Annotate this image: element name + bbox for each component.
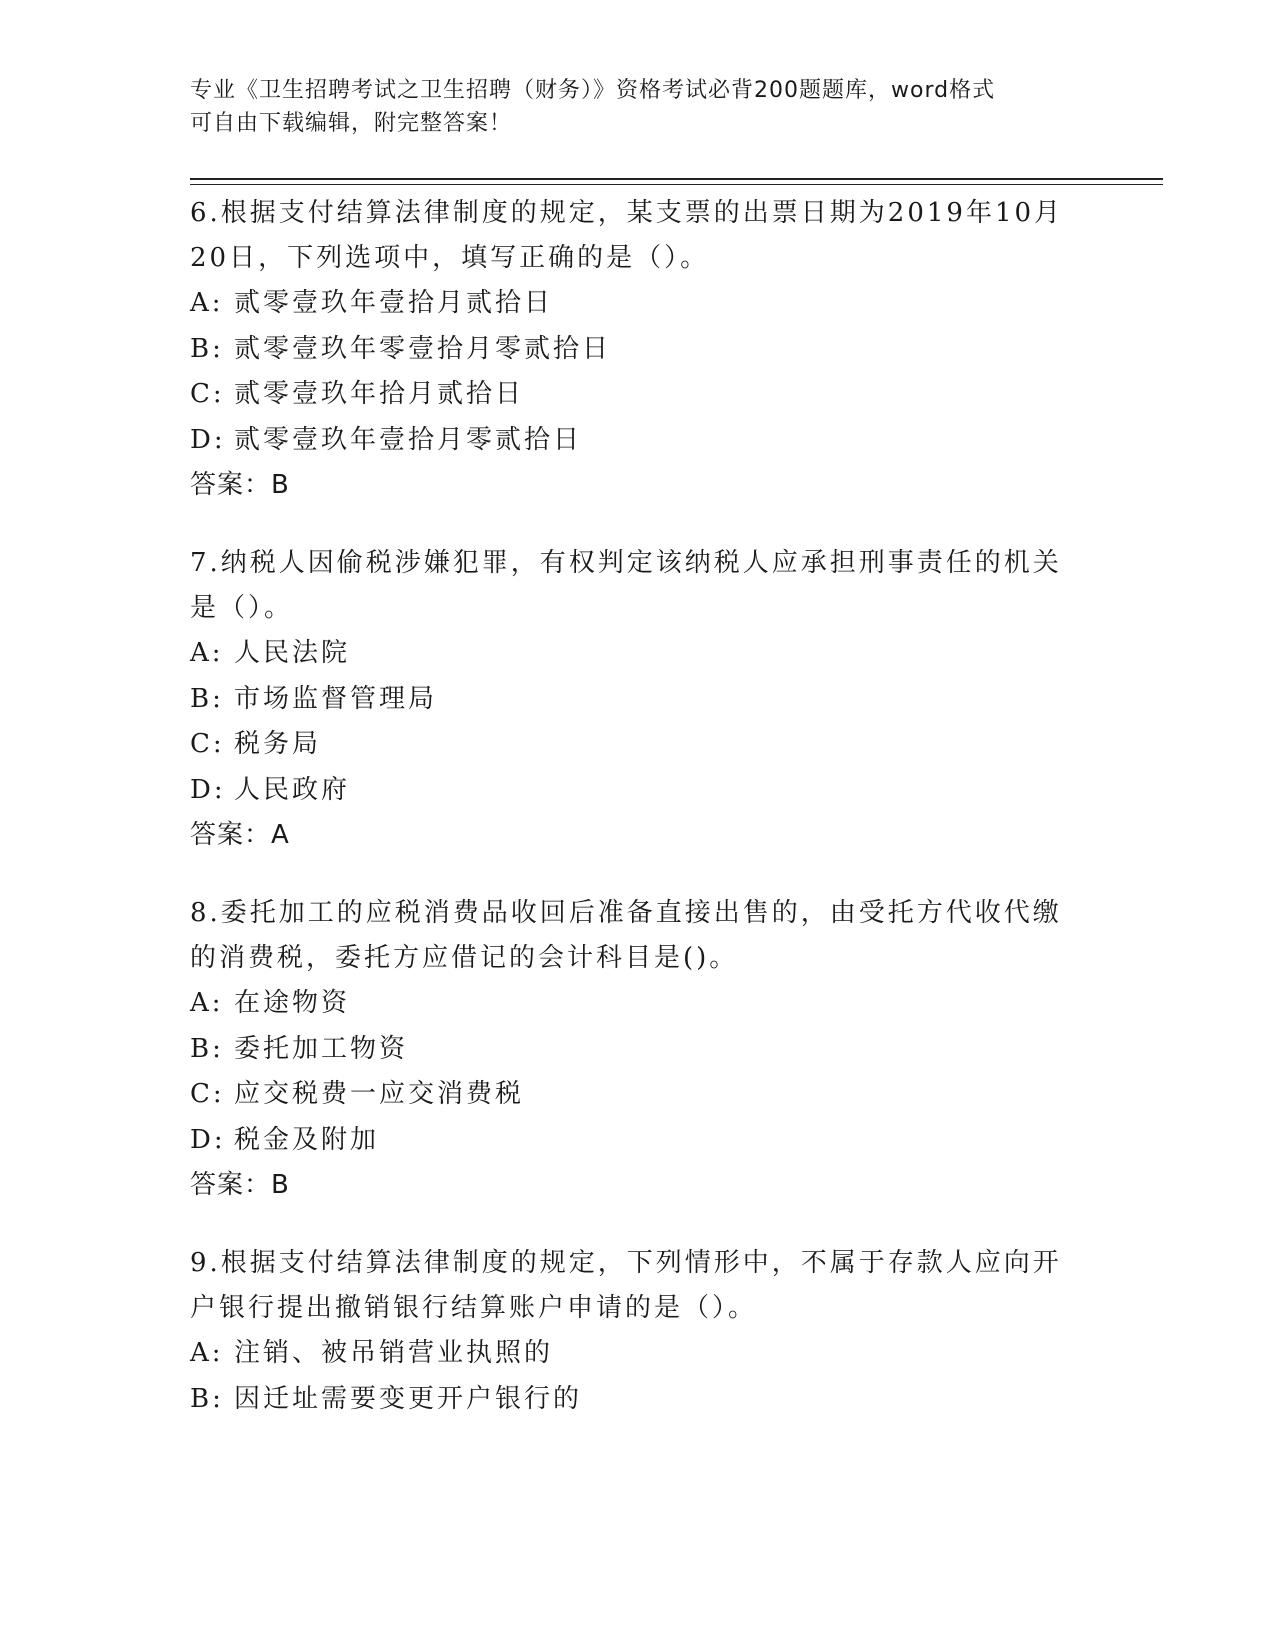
option-letter: D: (190, 424, 226, 455)
option-letter: D: (190, 1124, 226, 1155)
header-divider-thick (190, 178, 1163, 180)
answer-line: 答案：A (190, 820, 290, 851)
option-text: 贰零壹玖年零壹拾月零贰拾日 (234, 333, 612, 364)
option-c (190, 722, 1090, 768)
option-b (190, 1377, 1090, 1423)
option-c (190, 1072, 1090, 1118)
option-text: 税务局 (234, 729, 322, 760)
option-letter: C: (190, 1079, 225, 1110)
option-letter: B: (190, 1033, 224, 1064)
option-a (190, 281, 1090, 327)
question-text: 9.根据支付结算法律制度的规定，下列情形中，不属于存款人应向开户银行提出撤销银行结算账户申请的是（）。 (190, 1247, 1062, 1323)
question-text: 6.根据支付结算法律制度的规定，某支票的出票日期为2019年10月20日，下列选项中，填写正确的是（）。 (190, 198, 1064, 273)
option-text: 注销、被吊销营业执照的 (234, 1337, 554, 1368)
option-letter: A: (190, 637, 224, 668)
option-text: 市场监督管理局 (234, 683, 438, 714)
option-b (190, 1027, 1090, 1073)
option-text: 委托加工物资 (234, 1033, 409, 1064)
option-letter: C: (190, 379, 225, 410)
header-line-1: 专业《卫生招聘考试之卫生招聘（财务）》资格考试必背200题题库，word格式 (190, 78, 996, 103)
option-text: 贰零壹玖年壹拾月零贰拾日 (234, 424, 583, 455)
option-letter: D: (190, 774, 226, 805)
document-header (190, 74, 1090, 140)
answer-line: 答案：B (190, 470, 290, 501)
option-text: 人民政府 (234, 774, 351, 805)
option-text: 应交税费一应交消费税 (234, 1079, 525, 1110)
option-c (190, 372, 1090, 418)
option-a (190, 1331, 1090, 1377)
option-letter: A: (190, 987, 224, 1018)
option-letter: B: (190, 333, 224, 364)
option-text: 贰零壹玖年壹拾月贰拾日 (234, 288, 554, 318)
question-8 (190, 891, 1090, 1209)
question-6 (190, 191, 1090, 509)
question-7 (190, 541, 1090, 859)
option-letter: A: (190, 1337, 224, 1368)
question-text: 8.委托加工的应税消费品收回后准备直接出售的，由受托方代收代缴的消费税，委托方应借记的会计科目是()。 (190, 897, 1062, 973)
option-letter: C: (190, 729, 225, 760)
option-a (190, 981, 1090, 1027)
answer-line: 答案：B (190, 1170, 290, 1201)
option-d (190, 1118, 1090, 1164)
question-text: 7.纳税人因偷税涉嫌犯罪，有权判定该纳税人应承担刑事责任的机关是（）。 (190, 547, 1062, 623)
option-letter: B: (190, 1383, 224, 1414)
option-text: 人民法院 (234, 637, 351, 668)
header-line-2: 可自由下载编辑，附完整答案！ (190, 111, 513, 136)
header-divider-thin (190, 184, 1163, 185)
option-a (190, 631, 1090, 677)
option-text: 贰零壹玖年拾月贰拾日 (234, 379, 525, 410)
option-d (190, 768, 1090, 814)
option-b (190, 327, 1090, 373)
option-letter: A: (190, 288, 224, 318)
option-d (190, 418, 1090, 464)
option-text: 因迁址需要变更开户银行的 (234, 1383, 583, 1414)
question-list (190, 191, 1090, 1454)
option-text: 税金及附加 (234, 1124, 380, 1155)
option-b (190, 677, 1090, 723)
option-text: 在途物资 (234, 987, 351, 1018)
option-letter: B: (190, 683, 224, 714)
question-9 (190, 1241, 1090, 1422)
